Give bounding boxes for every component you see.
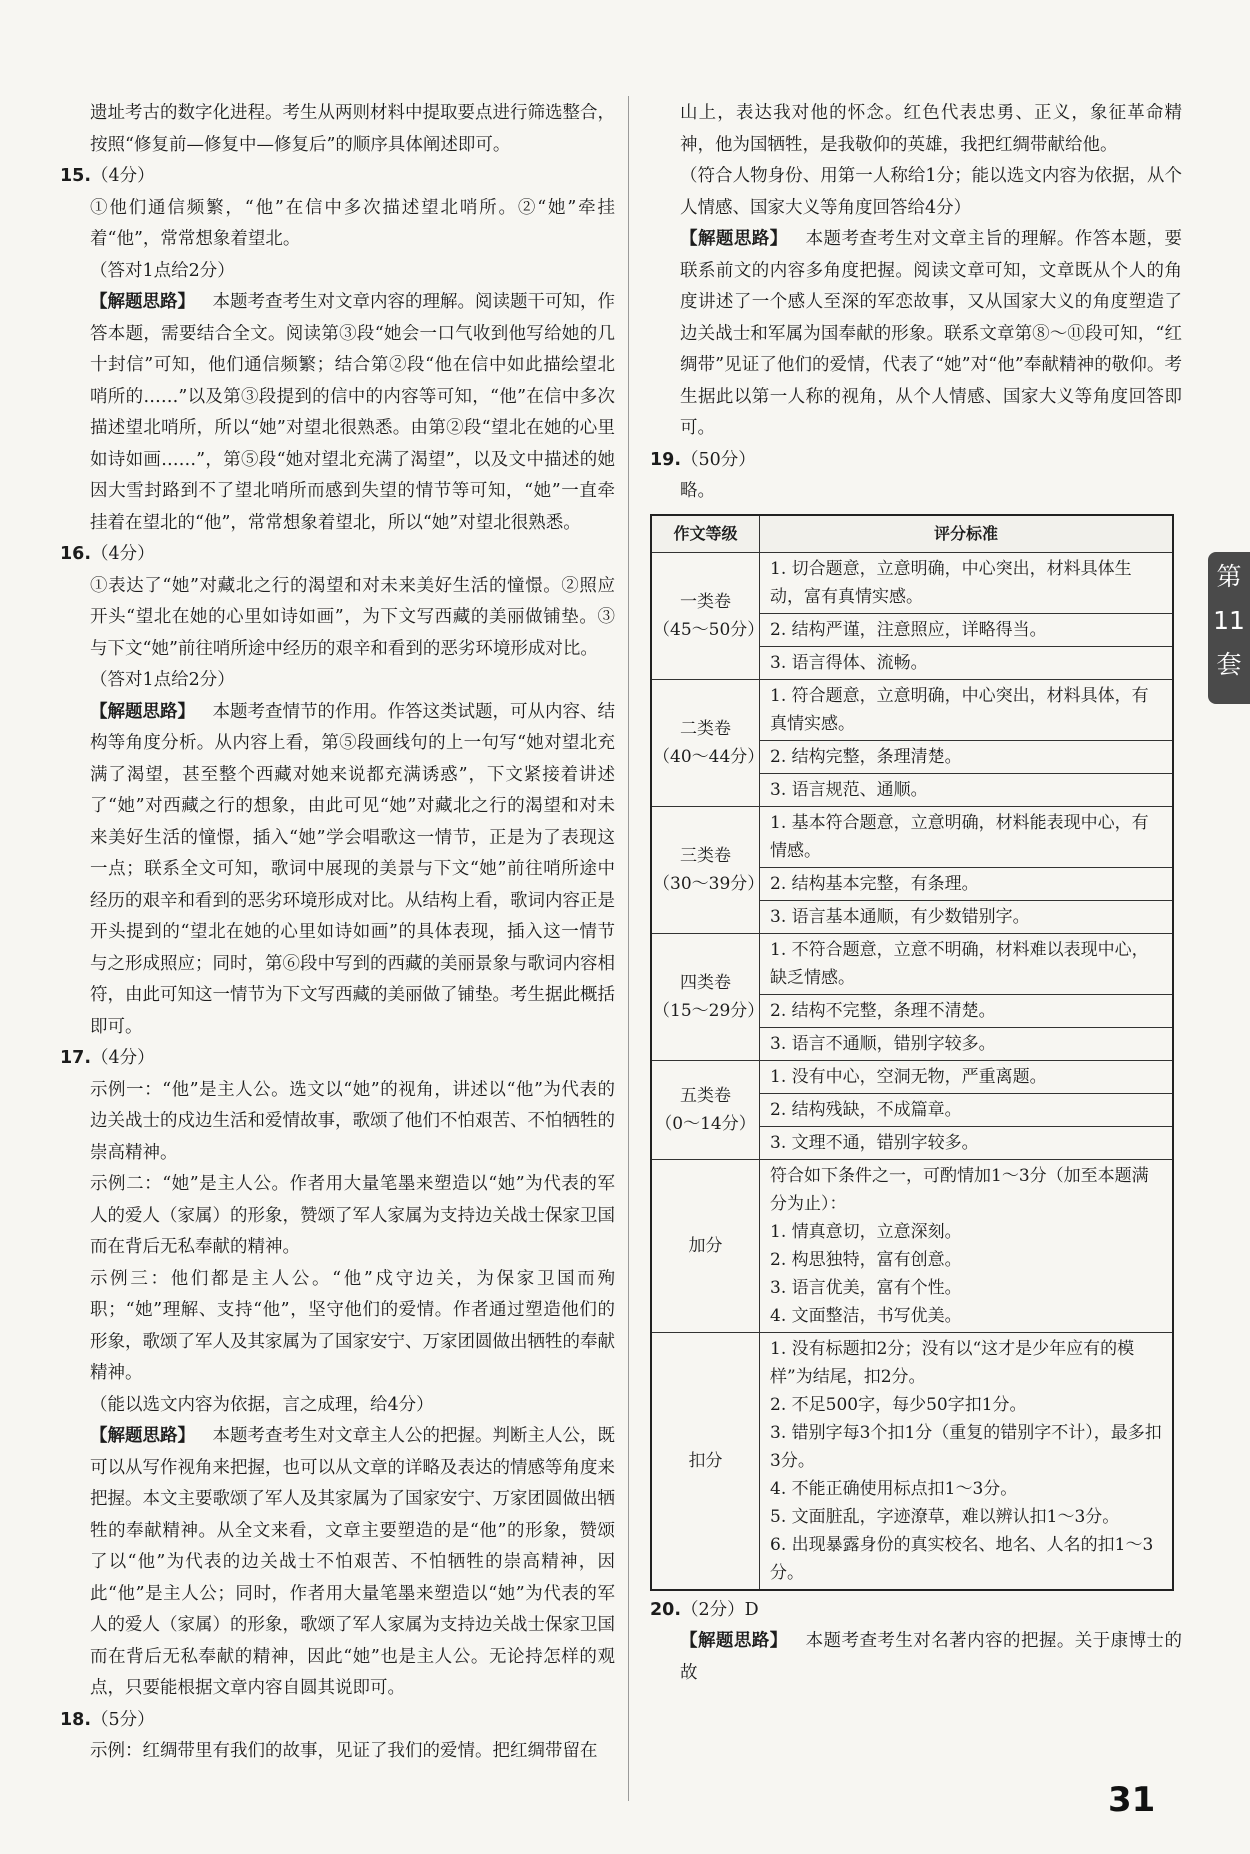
grade-level-cell xyxy=(651,679,765,806)
paragraph-text: （答对1点给2分） xyxy=(90,260,235,281)
question-header xyxy=(60,1043,615,1075)
question-number: 20. xyxy=(650,1599,682,1620)
criteria-cell: 3. 文理不通，错别字较多。 xyxy=(760,1126,1174,1159)
criteria-cell: 3. 语言规范、通顺。 xyxy=(760,773,1174,806)
question-header xyxy=(60,161,615,193)
paragraph-text: 示例：红绸带里有我们的故事，见证了我们的爱情。把红绸带留在 xyxy=(90,1741,598,1761)
deduct-criteria-line: 6. 出现暴露身份的真实校名、地名、人名的扣1～3分。 xyxy=(770,1534,1154,1583)
deduct-criteria-line: 3. 错别字每3个扣1分（重复的错别字不计），最多扣3分。 xyxy=(770,1422,1162,1471)
analysis-label: 【解题思路】 xyxy=(680,1631,788,1651)
criteria-cell: 3. 语言基本通顺，有少数错别字。 xyxy=(760,900,1174,933)
paragraph-text: 遗址考古的数字化进程。考生从两则材料中提取要点进行筛选整合，按照“修复前—修复中—修复后”的顺序具体阐述即可。 xyxy=(90,103,615,155)
analysis-label: 【解题思路】 xyxy=(680,229,788,249)
table-row xyxy=(651,933,1173,994)
bonus-criteria-cell xyxy=(760,1159,1174,1332)
question-header xyxy=(60,1705,615,1737)
analysis-label: 【解题思路】 xyxy=(90,701,195,722)
grade-level-name: 二类卷 xyxy=(680,718,731,739)
paragraph-text: （答对1点给2分） xyxy=(90,670,235,690)
tab-char: 套 xyxy=(1216,650,1242,679)
analysis-paragraph xyxy=(650,1626,1182,1689)
tab-char: 11 xyxy=(1213,606,1245,635)
criteria-cell: 1. 切合题意，立意明确，中心突出，材料具体生动，富有真情实感。 xyxy=(760,552,1174,613)
criteria-cell: 1. 符合题意，立意明确，中心突出，材料具体，有真情实感。 xyxy=(760,679,1174,740)
question-header xyxy=(650,1595,1182,1627)
answer-paragraph xyxy=(60,1264,615,1390)
analysis-label: 【解题思路】 xyxy=(90,292,195,312)
right-column-text xyxy=(650,98,1182,508)
page-number: 31 xyxy=(1108,1780,1156,1820)
criteria-cell: 2. 结构不完整，条理不清楚。 xyxy=(760,994,1174,1027)
column-divider xyxy=(628,96,629,1801)
set-number-tab xyxy=(1208,552,1250,704)
table-row xyxy=(651,679,1173,740)
answer-paragraph xyxy=(650,476,1182,508)
question-number: 17. xyxy=(60,1048,92,1068)
deduct-criteria-cell xyxy=(760,1332,1174,1590)
grade-level-name: 三类卷 xyxy=(680,845,731,866)
paragraph-text: （50分） xyxy=(681,449,756,470)
criteria-cell: 1. 没有中心，空洞无物，严重离题。 xyxy=(760,1060,1174,1093)
criteria-cell: 1. 基本符合题意，立意明确，材料能表现中心，有情感。 xyxy=(760,806,1174,867)
table-header-level: 作文等级 xyxy=(651,515,760,553)
grade-level-cell xyxy=(651,933,765,1060)
criteria-cell: 1. 不符合题意，立意不明确，材料难以表现中心，缺乏情感。 xyxy=(760,933,1174,994)
deduct-level-cell: 扣分 xyxy=(651,1332,760,1590)
paragraph-text: 山上，表达我对他的怀念。红色代表忠勇、正义，象征革命精神，他为国牺牲，是我敬仰的英雄，我把红绸带献给他。 xyxy=(680,103,1182,155)
criteria-cell: 2. 结构基本完整，有条理。 xyxy=(760,867,1174,900)
grade-level-name: 四类卷 xyxy=(680,972,731,993)
analysis-paragraph xyxy=(60,697,615,1044)
grade-score-range: （15～29分） xyxy=(653,1000,765,1021)
answer-paragraph xyxy=(60,571,615,666)
table-row xyxy=(651,806,1173,867)
criteria-cell: 3. 语言得体、流畅。 xyxy=(760,646,1174,679)
paragraph-text: 略。 xyxy=(680,481,715,501)
paragraph-text: 示例三：他们都是主人公。“他”戍守边关，为保家卫国而殉职；“她”理解、支持“他”，坚守他们的爱情。作者通过塑造他们的形象，歌颂了军人及其家属为了国家安宁、万家团圆做出牺牲的奉献精神。 xyxy=(90,1268,615,1383)
criteria-cell: 2. 结构完整，条理清楚。 xyxy=(760,740,1174,773)
table-row-deduct xyxy=(651,1332,1173,1590)
answer-paragraph xyxy=(650,161,1182,224)
grade-level-cell xyxy=(651,552,765,679)
bonus-criteria-line: 符合如下条件之一，可酌情加1～3分（加至本题满分为止）： xyxy=(770,1165,1149,1214)
bonus-criteria-line: 4. 文面整洁，书写优美。 xyxy=(770,1305,962,1326)
deduct-criteria-line: 5. 文面脏乱，字迹潦草，难以辨认扣1～3分。 xyxy=(770,1506,1120,1527)
grade-level-name: 五类卷 xyxy=(680,1085,731,1106)
bonus-level-cell: 加分 xyxy=(651,1159,760,1332)
question-number: 19. xyxy=(650,449,682,470)
paragraph-text: （5分） xyxy=(91,1709,155,1730)
analysis-paragraph xyxy=(60,287,615,539)
table-header-row xyxy=(651,515,1173,553)
question-number: 16. xyxy=(60,544,92,564)
paragraph-text: 本题考查考生对文章主旨的理解。作答本题，要联系前文的内容多角度把握。阅读文章可知，文章既从个人的角度讲述了一个感人至深的军恋故事，又从国家大义的角度塑造了边关战士和军属为国奉献的形象。联系文章第⑧～⑪段可知，“红绸带”见证了他们的爱情，代表了“她”对“他”奉献精神的敬仰。考生据此以第一人称的视角，从个人情感、国家大义等角度回答即可。 xyxy=(680,229,1183,438)
paragraph-text: ①表达了“她”对藏北之行的渴望和对未来美好生活的憧憬。②照应开头“望北在她的心里如诗如画”，为下文写西藏的美丽做铺垫。③与下文“她”前往哨所途中经历的艰辛和看到的恶劣环境形成对比。 xyxy=(90,575,615,659)
analysis-paragraph xyxy=(60,1421,615,1705)
paragraph-text: （能以选文内容为依据，言之成理，给4分） xyxy=(90,1394,434,1415)
question-header xyxy=(650,445,1182,477)
bonus-criteria-line: 3. 语言优美，富有个性。 xyxy=(770,1277,962,1298)
grade-level-name: 一类卷 xyxy=(680,591,731,612)
grade-level-cell xyxy=(651,806,765,933)
paragraph-text: （4分） xyxy=(91,544,155,564)
paragraph-text: 本题考查考生对文章内容的理解。阅读题干可知，作答本题，需要结合全文。阅读第③段“她会一口气收到他写给她的几十封信”可知，他们通信频繁；结合第②段“他在信中如此描绘望北哨所的……”以及第③段提到的信中的内容等可知，“他”在信中多次描述望北哨所，所以“她”对望北很熟悉。由第②段“望北在她的心里如诗如画……”，第⑤段“她对望北充满了渴望”，以及文中描述的她因大雪封路到不了望北哨所而感到失望的情节等可知，“她”一直牵挂着在望北的“他”，常常想象着望北，所以“她”对望北很熟悉。 xyxy=(90,292,615,533)
right-column-text-after xyxy=(650,1595,1182,1690)
analysis-label: 【解题思路】 xyxy=(90,1426,195,1446)
answer-paragraph xyxy=(60,193,615,256)
table-row xyxy=(651,1060,1173,1093)
criteria-cell: 2. 结构严谨，注意照应，详略得当。 xyxy=(760,613,1174,646)
right-column xyxy=(650,98,1182,1689)
criteria-cell: 2. 结构残缺，不成篇章。 xyxy=(760,1093,1174,1126)
left-column xyxy=(60,98,615,1768)
table-row-bonus xyxy=(651,1159,1173,1332)
answer-paragraph xyxy=(60,256,615,288)
question-number: 18. xyxy=(60,1709,92,1730)
grade-score-range: （40～44分） xyxy=(653,746,765,767)
paragraph-text: ①他们通信频繁，“他”在信中多次描述望北哨所。②“她”牵挂着“他”，常常想象着望北。 xyxy=(90,197,615,249)
deduct-criteria-line: 1. 没有标题扣2分；没有以“这才是少年应有的模样”为结尾，扣2分。 xyxy=(770,1338,1135,1387)
answer-paragraph xyxy=(60,1075,615,1170)
bonus-criteria-line: 1. 情真意切，立意深刻。 xyxy=(770,1221,962,1242)
grade-score-range: （30～39分） xyxy=(653,873,765,894)
answer-paragraph xyxy=(60,98,615,161)
answer-paragraph xyxy=(60,1169,615,1264)
tab-char: 第 xyxy=(1216,562,1242,591)
answer-paragraph xyxy=(60,1390,615,1422)
deduct-criteria-line: 4. 不能正确使用标点扣1～3分。 xyxy=(770,1478,1018,1499)
paragraph-text: （4分） xyxy=(91,166,155,186)
paragraph-text: （2分）D xyxy=(681,1599,759,1620)
table-header-criteria: 评分标准 xyxy=(760,515,1174,553)
grade-score-range: （0～14分） xyxy=(655,1113,756,1134)
essay-grading-table xyxy=(650,514,1174,1591)
criteria-cell: 3. 语言不通顺，错别字较多。 xyxy=(760,1027,1174,1060)
answer-paragraph xyxy=(650,98,1182,161)
paragraph-text: （4分） xyxy=(91,1048,155,1068)
answer-paragraph xyxy=(60,1736,615,1768)
table-row xyxy=(651,552,1173,613)
answer-paragraph xyxy=(60,665,615,697)
paragraph-text: 示例一：“他”是主人公。选文以“她”的视角，讲述以“他”为代表的边关战士的戍边生活和爱情故事，歌颂了他们不怕艰苦、不怕牺牲的崇高精神。 xyxy=(90,1079,615,1163)
bonus-criteria-line: 2. 构思独特，富有创意。 xyxy=(770,1249,962,1270)
deduct-criteria-line: 2. 不足500字，每少50字扣1分。 xyxy=(770,1394,1027,1415)
paragraph-text: 本题考查考生对名著内容的把握。关于康博士的故 xyxy=(680,1631,1183,1683)
question-number: 15. xyxy=(60,166,92,186)
question-header xyxy=(60,539,615,571)
analysis-paragraph xyxy=(650,224,1182,445)
paragraph-text: 本题考查情节的作用。作答这类试题，可从内容、结构等角度分析。从内容上看，第⑤段画线句的上一句写“她对望北充满了渴望，甚至整个西藏对她来说都充满诱惑”，下文紧接着讲述了“她”对西藏之行的想象，由此可见“她”对藏北之行的渴望和对未来美好生活的憧憬，插入“她”学会唱歌这一情节，正是为了表现这一点；联系全文可知，歌词中展现的美景与下文“她”前往哨所途中经历的艰辛和看到的恶劣环境形成对比。从结构上看，歌词内容正是开头提到的“望北在她的心里如诗如画”的具体表现，插入这一情节与之形成照应；同时，第⑥段中写到的西藏的美丽景象与歌词内容相符，由此可知这一情节为下文写西藏的美丽做了铺垫。考生据此概括即可。 xyxy=(90,701,615,1037)
grade-score-range: （45～50分） xyxy=(653,619,765,640)
grade-level-cell xyxy=(651,1060,760,1159)
paragraph-text: （符合人物身份、用第一人称给1分；能以选文内容为依据，从个人情感、国家大义等角度回答给4分） xyxy=(680,166,1182,218)
paragraph-text: 本题考查考生对文章主人公的把握。判断主人公，既可以从写作视角来把握，也可以从文章的详略及表达的情感等角度来把握。本文主要歌颂了军人及其家属为了国家安宁、万家团圆做出牺牲的奉献精神。从全文来看，文章主要塑造的是“他”的形象，赞颂了以“他”为代表的边关战士不怕艰苦、不怕牺牲的崇高精神，因此“他”是主人公；同时，作者用大量笔墨来塑造以“她”为代表的军人的爱人（家属）的形象，歌颂了军人家属为支持边关战士保家卫国而在背后无私奉献的精神，因此“她”也是主人公。无论持怎样的观点，只要能根据文章内容自圆其说即可。 xyxy=(90,1426,615,1698)
paragraph-text: 示例二：“她”是主人公。作者用大量笔墨来塑造以“她”为代表的军人的爱人（家属）的形象，赞颂了军人家属为支持边关战士保家卫国而在背后无私奉献的精神。 xyxy=(90,1174,615,1257)
